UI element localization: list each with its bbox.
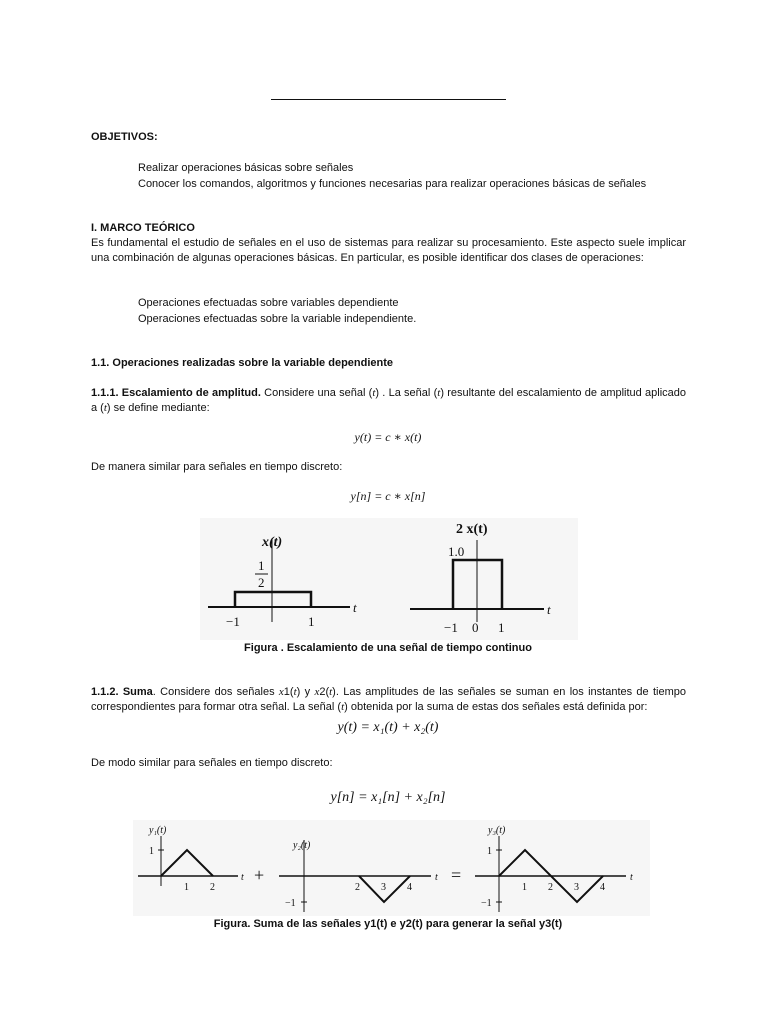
right-tick-zero: 0 [472,620,479,635]
math-var: t [103,402,107,414]
text-segment: 2( [319,686,330,698]
scaling-left-plot [208,535,357,629]
formula-sum-discrete: y[n] = x₁[n] + x₂[n] [330,790,446,805]
y3-tick-x-2: 2 [548,882,553,893]
y2-tick-x-3: 3 [381,882,386,893]
math-var: t [372,387,376,399]
y1-axis-label: t [241,872,244,883]
text-segment: ) y [296,686,315,698]
text-segment: ) obtenida por la suma de estas dos señales está definida por: [344,701,648,713]
math-var: t [293,686,297,698]
left-tick-neg: −1 [226,614,240,629]
formula-sum-continuous: y(t) = x₁(t) + x₂(t) [337,720,439,735]
left-tick-pos: 1 [308,614,315,629]
left-ylabel: x(t) [262,535,283,550]
theory-item-1: Operaciones efectuadas sobre variables dependiente [138,297,399,309]
y3-tick-x-4: 4 [600,882,605,893]
right-tick-neg: −1 [444,620,458,635]
y1-tick-x-1: 1 [184,882,189,893]
math-var: t [437,387,441,399]
right-tick-pos: 1 [498,620,505,635]
y2-tick-x-4: 4 [407,882,412,893]
title-underline [271,99,506,100]
y3-tick-x-1: 1 [522,882,527,893]
right-ylabel: 2 x(t) [456,522,488,537]
section-1-1-2-heading: 1.1.2. Suma [91,686,153,698]
theory-paragraph: Es fundamental el estudio de señales en el uso de sistemas para realizar su procesamiento. Este aspecto suele implicar una combinación de algunas operaciones básicas. En particular, es posible identificar dos clases de operaciones: [91,237,686,264]
y1-tick-x-2: 2 [210,882,215,893]
y1-plot [138,825,244,893]
y3-axis-label: t [630,872,633,883]
y2-label: y₂(t) [293,840,311,851]
scaling-right-plot [410,522,551,635]
y2-axis-label: t [435,872,438,883]
left-level-den: 2 [258,575,265,590]
y2-tick-y: −1 [285,898,296,909]
objectives-heading: OBJETIVOS: [91,131,158,143]
math-var: x [314,686,320,698]
section-1-1-heading: 1.1. Operaciones realizadas sobre la variable dependiente [91,357,394,369]
text-segment: ) resultante del escalamiento de amplitud aplicado a ( [91,387,686,414]
discrete-intro-2: De modo similar para señales en tiempo discreto: [91,757,333,769]
text-segment: ) se define mediante: [106,402,210,414]
y1-triangle [161,850,213,876]
math-var: t [329,686,333,698]
equals-sign: = [451,865,462,885]
left-axis-label: t [353,600,357,615]
left-rect-pulse [235,592,311,607]
y2-plot [279,840,438,912]
text-segment: ) . La señal ( [375,387,438,399]
math-var: x [278,686,284,698]
y3-tick-x-3: 3 [574,882,579,893]
section-1-1-2-paragraph [91,685,686,715]
section-1-1-1-paragraph [91,386,686,416]
theory-heading: I. MARCO TEÓRICO [91,222,195,234]
left-level-num: 1 [258,558,265,573]
y3-tick-y-pos: 1 [487,846,492,857]
section-1-1-1-heading: 1.1.1. Escalamiento de amplitud. [91,387,261,399]
discrete-intro-1: De manera similar para señales en tiempo discreto: [91,461,343,473]
formula-scaling-continuous: y(t) = c ∗ x(t) [354,430,422,444]
theory-item-2: Operaciones efectuadas sobre la variable independiente. [138,313,417,325]
formula-scaling-discrete: y[n] = c ∗ x[n] [350,489,426,503]
y3-label: y₃(t) [488,825,506,836]
y3-plot [475,825,633,912]
sum-figure [133,820,650,916]
scaling-figure-caption: Figura . Escalamiento de una señal de tiempo continuo [244,642,532,654]
right-level: 1.0 [448,544,465,559]
plus-sign: + [254,865,265,885]
text-segment: Considere una señal ( [260,387,373,399]
y1-label: y₁(t) [149,825,167,836]
objective-item-2: Conocer los comandos, algoritmos y funciones necesarias para realizar operaciones básicas de señales [138,178,647,190]
right-axis-label: t [547,602,551,617]
text-segment: 1( [283,686,294,698]
text-segment: ). Las amplitudes de las señales se suman en los instantes de tiempo correspondientes para formar otra señal. La señal ( [91,686,686,713]
scaling-figure [200,518,578,640]
sum-figure-caption: Figura. Suma de las señales y1(t) e y2(t) para generar la señal y3(t) [213,918,563,930]
math-var: t [341,701,345,713]
y3-tick-y-neg: −1 [481,898,492,909]
text-segment: . Considere dos señales [152,686,279,698]
y1-tick-y: 1 [149,846,154,857]
y2-tick-x-2: 2 [355,882,360,893]
objective-item-1: Realizar operaciones básicas sobre señales [138,162,354,174]
